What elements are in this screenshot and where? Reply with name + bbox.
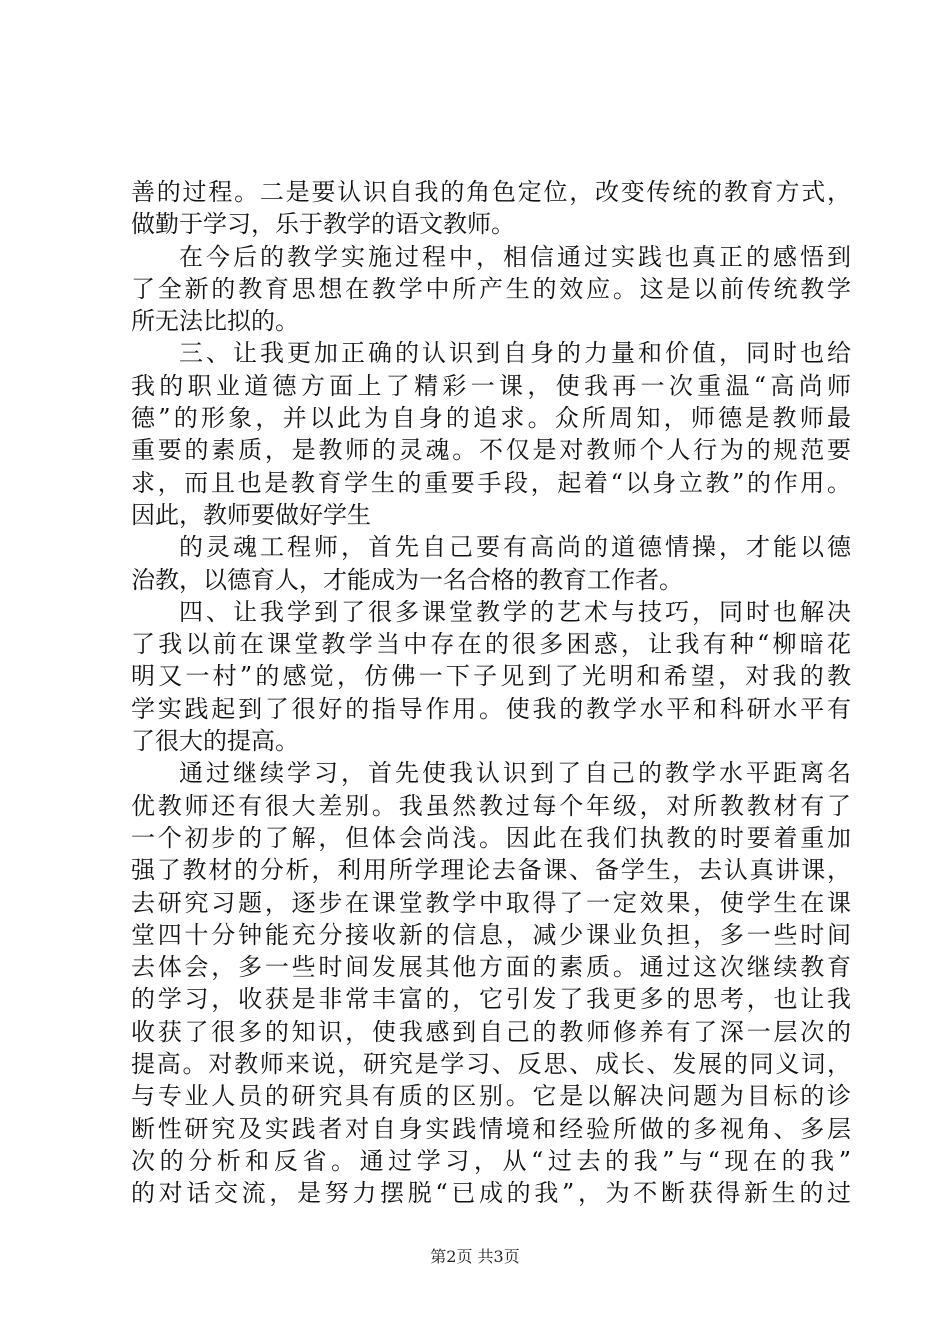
text-line: 的对话交流，是努力摆脱“已成的我”，为不断获得新生的过 bbox=[131, 1179, 851, 1208]
text-line: 在今后的教学实施过程中，相信通过实践也真正的感悟到 bbox=[179, 242, 851, 271]
text-line: 强了教材的分析，利用所学理论去备课、备学生，去认真讲课， bbox=[131, 856, 851, 885]
text-line: 所无法比拟的。 bbox=[131, 307, 299, 336]
text-line: 优教师还有很大差别。我虽然教过每个年级，对所教教材有了 bbox=[131, 791, 851, 820]
text-line: 三、让我更加正确的认识到自身的力量和价值，同时也给 bbox=[179, 339, 851, 368]
text-line: 断性研究及实践者对自身实践情境和经验所做的多视角、多层 bbox=[131, 1114, 851, 1143]
text-line: 学实践起到了很好的指导作用。使我的教学水平和科研水平有 bbox=[131, 694, 851, 723]
text-line: 的灵魂工程师，首先自己要有高尚的道德情操，才能以德 bbox=[179, 533, 851, 562]
text-line: 了很大的提高。 bbox=[131, 727, 299, 756]
paragraph bbox=[131, 176, 851, 241]
text-line: 善的过程。二是要认识自我的角色定位，改变传统的教育方式， bbox=[131, 178, 851, 206]
text-line: 去研究习题，逐步在课堂教学中取得了一定效果，使学生在课 bbox=[131, 888, 851, 917]
text-line: 了全新的教育思想在教学中所产生的效应。这是以前传统教学 bbox=[131, 274, 851, 303]
page-footer: 第2页 共3页 bbox=[430, 1247, 520, 1266]
paragraph bbox=[131, 241, 851, 338]
text-line: 去体会，多一些时间发展其他方面的素质。通过这次继续教育 bbox=[131, 953, 851, 982]
text-line: 我的职业道德方面上了精彩一课，使我再一次重温“高尚师 bbox=[131, 371, 851, 400]
text-line: 求，而且也是教育学生的重要手段，起着“以身立教”的作用。 bbox=[131, 468, 851, 497]
text-line: 与专业人员的研究具有质的区别。它是以解决问题为目标的诊 bbox=[131, 1082, 851, 1111]
text-line: 次的分析和反省。通过学习，从“过去的我”与“现在的我” bbox=[131, 1146, 851, 1175]
paragraph bbox=[131, 596, 851, 757]
paragraph bbox=[131, 337, 851, 531]
text-line: 治教，以德育人，才能成为一名合格的教育工作者。 bbox=[131, 565, 683, 594]
text-line: 堂四十分钟能充分接收新的信息，减少课业负担，多一些时间 bbox=[131, 920, 851, 949]
paragraph bbox=[131, 757, 851, 1209]
text-line: 明又一村”的感觉，仿佛一下子见到了光明和希望，对我的教 bbox=[131, 662, 851, 691]
text-line: 了我以前在课堂教学当中存在的很多困惑，让我有种“柳暗花 bbox=[131, 630, 851, 659]
text-line: 提高。对教师来说，研究是学习、反思、成长、发展的同义词， bbox=[131, 1050, 851, 1079]
text-line: 做勤于学习，乐于教学的语文教师。 bbox=[131, 210, 515, 239]
text-line: 收获了很多的知识，使我感到自己的教师修养有了深一层次的 bbox=[131, 1017, 851, 1046]
text-line: 四、让我学到了很多课堂教学的艺术与技巧，同时也解决 bbox=[179, 597, 851, 626]
text-line: 因此，教师要做好学生 bbox=[131, 500, 371, 529]
text-line: 一个初步的了解，但体会尚浅。因此在我们执教的时要着重加 bbox=[131, 823, 851, 852]
text-line: 重要的素质，是教师的灵魂。不仅是对教师个人行为的规范要 bbox=[131, 436, 851, 465]
text-line: 通过继续学习，首先使我认识到了自己的教学水平距离名 bbox=[179, 759, 851, 788]
text-line: 的学习，收获是非常丰富的，它引发了我更多的思考，也让我 bbox=[131, 985, 851, 1014]
paragraph bbox=[131, 531, 851, 596]
text-line: 德”的形象，并以此为自身的追求。众所周知，师德是教师最 bbox=[131, 404, 851, 433]
body-text bbox=[131, 176, 851, 1210]
